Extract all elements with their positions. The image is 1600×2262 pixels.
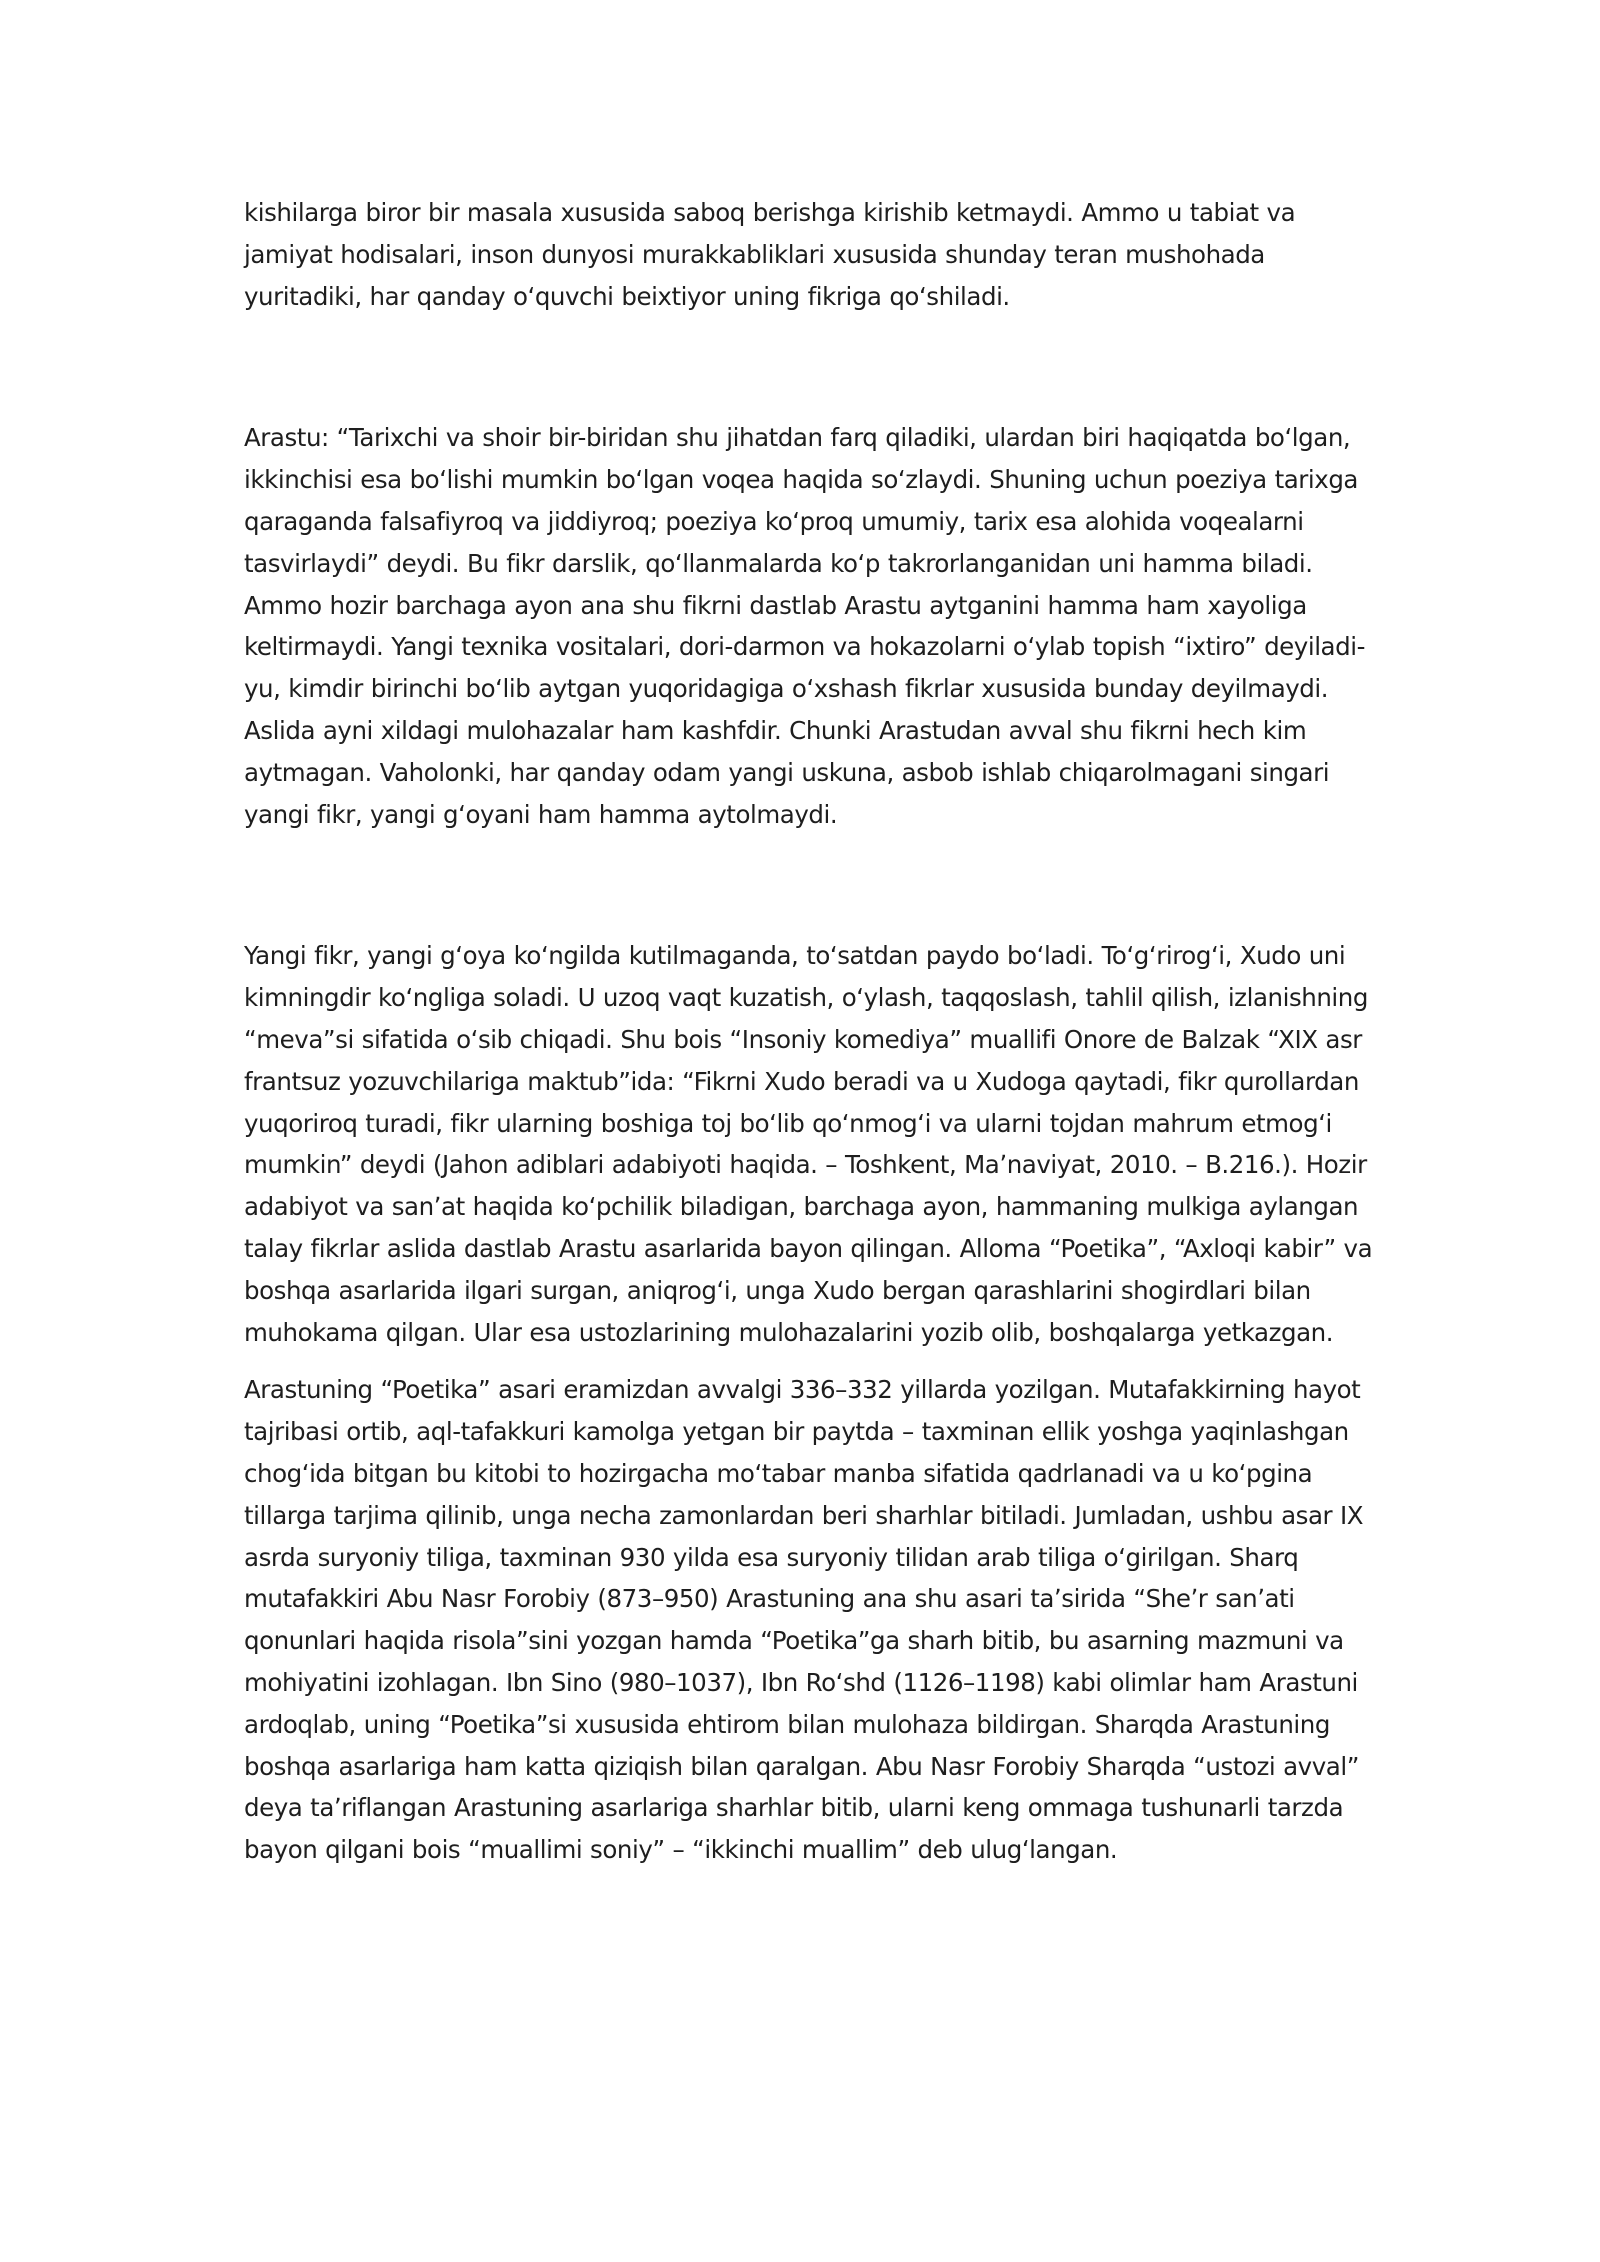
paragraph-2: Arastu: “Tarixchi va shoir bir-biridan shu jihatdan farq qiladiki, ulardan biri haqiqatda boʻlgan, ikkinchisi esa boʻlishi mumkin boʻlgan voqea haqida soʻzlaydi. Shuning uchun poeziya tarixga qaraganda falsafiyroq va jiddiyroq; poeziya koʻproq umumiy, tarix esa alohida voqealarni tasvirlaydi” deydi. Bu fikr darslik, qoʻllanmalarda koʻp takrorlanganidan uni hamma biladi. Ammo hozir barchaga ayon ana shu fikrni dastlab Arastu aytganini hamma ham xayoliga keltirmaydi. Yangi texnika vositalari, dori-darmon va hokazolarni oʻylab topish “ixtiro” deyiladi-yu, kimdir birinchi boʻlib aytgan yuqoridagiga oʻxshash fikrlar xususida bunday deyilmaydi. Aslida ayni xildagi mulohazalar ham kashfdir. Chunki Arastudan avval shu fikrni hech kim aytmagan. Vaholonki, har qanday odam yangi uskuna, asbob ishlab chiqarolmagani singari yangi fikr, yangi gʻoyani ham hamma aytolmaydi. — [244, 423, 1365, 829]
document-body — [244, 192, 1374, 1871]
paragraph-1: kishilarga biror bir masala xususida saboq berishga kirishib ketmaydi. Ammo u tabiat va jamiyat hodisalari, inson dunyosi murakkabliklari xususida shunday teran mushohada yuritadiki, har qanday oʻquvchi beixtiyor uning fikriga qoʻshiladi. — [244, 198, 1296, 311]
paragraph-4: Arastuning “Poetika” asari eramizdan avvalgi 336–332 yillarda yozilgan. Mutafakkirning hayot tajribasi ortib, aql-tafakkuri kamolga yetgan bir paytda – taxminan ellik yoshga yaqinlashgan chogʻida bitgan bu kitobi to hozirgacha moʻtabar manba sifatida qadrlanadi va u koʻpgina tillarga tarjima qilinib, unga necha zamonlardan beri sharhlar bitiladi. Jumladan, ushbu asar IX asrda suryoniy tiliga, taxminan 930 yilda esa suryoniy tilidan arab tiliga oʻgirilgan. Sharq mutafakkiri Abu Nasr Forobiy (873–950) Arastuning ana shu asari taʼsirida “Sheʼr sanʼati qonunlari haqida risola”sini yozgan hamda “Poetika”ga sharh bitib, bu asarning mazmuni va mohiyatini izohlagan. Ibn Sino (980–1037), Ibn Roʻshd (1126–1198) kabi olimlar ham Arastuni ardoqlab, uning “Poetika”si xususida ehtirom bilan mulohaza bildirgan. Sharqda Arastuning boshqa asarlariga ham katta qiziqish bilan qaralgan. Abu Nasr Forobiy Sharqda “ustozi avval” deya taʼriflangan Arastuning asarlariga sharhlar bitib, ularni keng ommaga tushunarli tarzda bayon qilgani bois “muallimi soniy” – “ikkinchi muallim” deb ulugʻlangan. — [244, 1375, 1364, 1865]
paragraph-3: Yangi fikr, yangi gʻoya koʻngilda kutilmaganda, toʻsatdan paydo boʻladi. Toʻgʻrirogʻi, Xudo uni kimningdir koʻngliga soladi. U uzoq vaqt kuzatish, oʻylash, taqqoslash, tahlil qilish, izlanishning “meva”si sifatida oʻsib chiqadi. Shu bois “Insoniy komediya” muallifi Onore de Balzak “XIX asr frantsuz yozuvchilariga maktub”ida: “Fikrni Xudo beradi va u Xudoga qaytadi, fikr qurollardan yuqoriroq turadi, fikr ularning boshiga toj boʻlib qoʻnmogʻi va ularni tojdan mahrum etmogʻi mumkin” deydi (Jahon adiblari adabiyoti haqida. – Toshkent, Maʼnaviyat, 2010. – B.216.). Hozir adabiyot va sanʼat haqida koʻpchilik biladigan, barchaga ayon, hammaning mulkiga aylangan talay fikrlar aslida dastlab Arastu asarlarida bayon qilingan. Alloma “Poetika”, “Axloqi kabir” va boshqa asarlarida ilgari surgan, aniqrogʻi, unga Xudo bergan qarashlarini shogirdlari bilan muhokama qilgan. Ular esa ustozlarining mulohazalarini yozib olib, boshqalarga yetkazgan. — [244, 941, 1373, 1347]
